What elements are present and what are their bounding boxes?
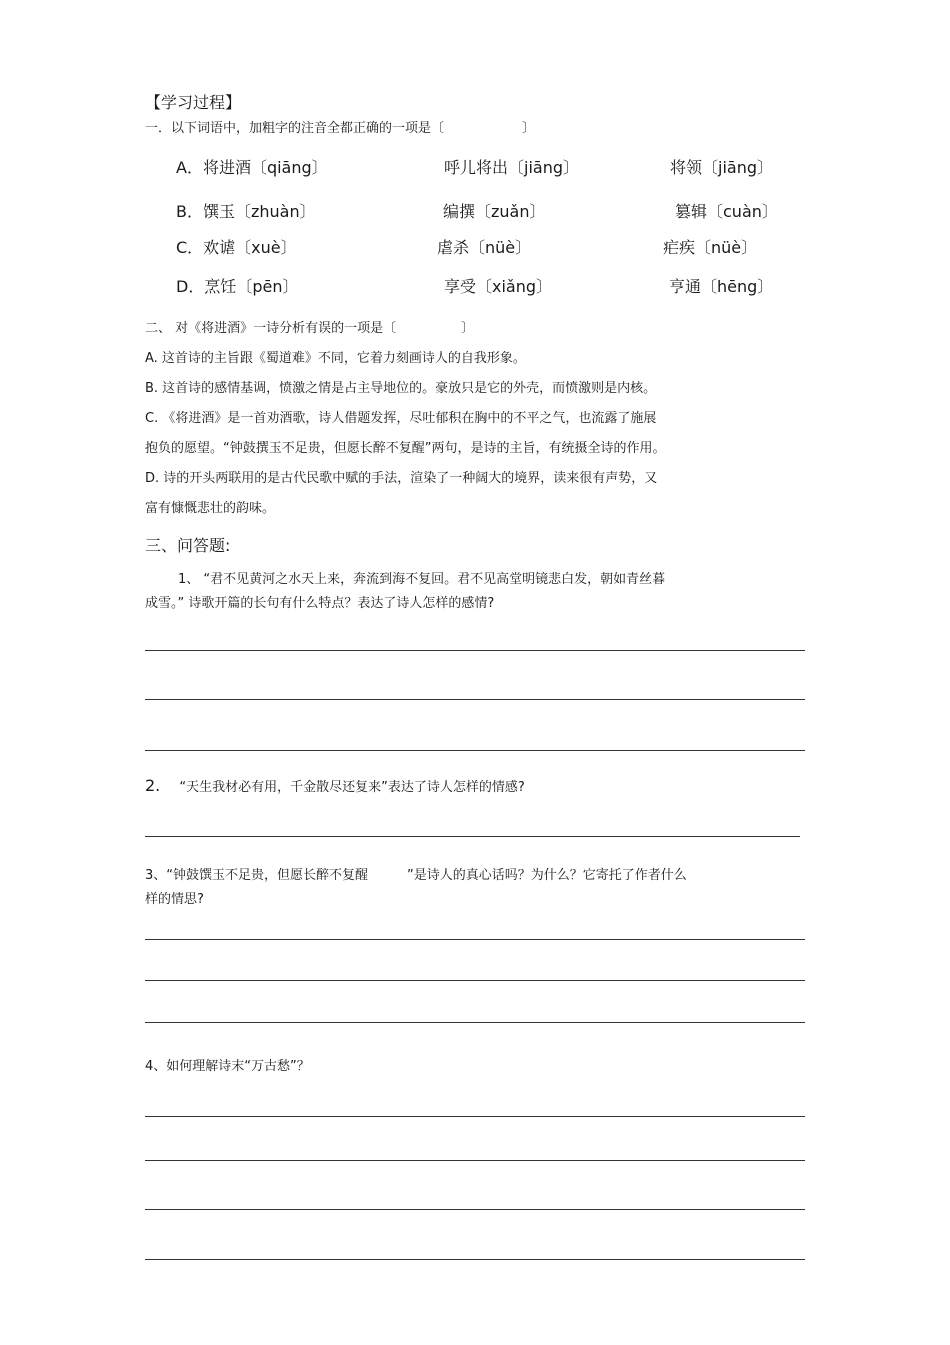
option-c-2: 虐杀〔nüè〕 (437, 238, 532, 257)
q3-item-3-line2: 样的情思? (145, 892, 204, 907)
option-a-2: 呼儿将出〔jiāng〕 (444, 158, 579, 177)
section-header: 【学习过程】 (145, 93, 242, 112)
option-a-1: A．将进酒〔qiāng〕 (176, 158, 328, 177)
option-b-3: 篡辑〔cuàn〕 (675, 202, 778, 221)
q1-stem: 一．以下词语中，加粗字的注音全都正确的一项是〔 〕 (145, 121, 536, 136)
answer-line[interactable] (145, 1116, 805, 1117)
answer-line[interactable] (145, 1259, 805, 1260)
q3-item-2-text: “天生我材必有用，千金散尽还复来”表达了诗人怎样的情感? (179, 780, 525, 795)
q3-item-1-line2: 成雪。” 诗歌开篇的长句有什么特点？表达了诗人怎样的感情? (145, 596, 495, 611)
answer-line[interactable] (145, 980, 805, 981)
option-d-3: 亨通〔hēng〕 (669, 277, 774, 296)
answer-line[interactable] (145, 836, 800, 837)
answer-line[interactable] (145, 1160, 805, 1161)
q3-item-4: 4、如何理解诗末“万古愁”？ (145, 1059, 310, 1074)
option-d-1: D．烹饪〔pēn〕 (176, 277, 299, 296)
q2-line-c1: C. 《将进酒》是一首劝酒歌，诗人借题发挥，尽吐郁积在胸中的不平之气，也流露了施展 (145, 411, 657, 426)
q2-line-d2: 富有慷慨悲壮的韵味。 (145, 501, 276, 516)
option-c-3: 疟疾〔nüè〕 (663, 238, 758, 257)
q2-stem: 二、 对《将进酒》一诗分析有误的一项是〔 〕 (145, 321, 475, 336)
answer-line[interactable] (145, 699, 805, 700)
q3-title: 三、问答题: (145, 536, 231, 555)
q3-item-2 (145, 776, 525, 795)
answer-line[interactable] (145, 650, 805, 651)
option-c-1: C．欢谑〔xuè〕 (176, 238, 297, 257)
q2-line-b: B. 这首诗的感情基调，愤激之情是占主导地位的。豪放只是它的外壳，而愤激则是内核。 (145, 381, 657, 396)
q3-item-1-line1: 1、 “君不见黄河之水天上来，奔流到海不复回。君不见高堂明镜悲白发，朝如青丝暮 (178, 572, 666, 587)
q2-line-c2: 抱负的愿望。“钟鼓撰玉不足贵，但愿长醉不复醒”两句，是诗的主旨，有统摄全诗的作用。 (145, 441, 666, 456)
option-d-2: 享受〔xiǎng〕 (444, 277, 553, 296)
option-a-3: 将领〔jiāng〕 (670, 158, 773, 177)
option-b-1: B．馔玉〔zhuàn〕 (176, 202, 316, 221)
answer-line[interactable] (145, 1209, 805, 1210)
answer-line[interactable] (145, 1022, 805, 1023)
answer-line[interactable] (145, 750, 805, 751)
answer-line[interactable] (145, 939, 805, 940)
q3-item-2-number: 2. (145, 776, 161, 795)
q2-line-d1: D. 诗的开头两联用的是古代民歌中赋的手法，渲染了一种阔大的境界，读来很有声势，又 (145, 471, 658, 486)
q3-item-3-line1: 3、“钟鼓馔玉不足贵，但愿长醉不复醒 ”是诗人的真心话吗？为什么？它寄托了作者什么 (145, 868, 687, 883)
option-b-2: 编撰〔zuǎn〕 (443, 202, 546, 221)
q2-line-a: A. 这首诗的主旨跟《蜀道难》不同，它着力刻画诗人的自我形象。 (145, 351, 526, 366)
